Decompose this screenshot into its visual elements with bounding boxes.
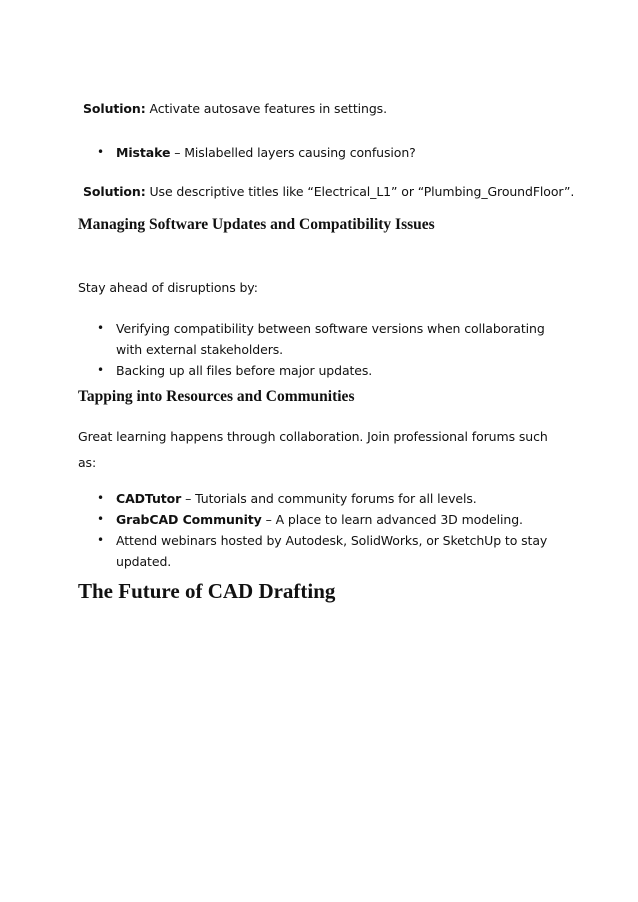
resource-description: Attend webinars hosted by Autodesk, SolidWorks, or SketchUp to stay updated. [116, 533, 548, 569]
resource-name: GrabCAD Community [116, 512, 262, 527]
solution-text: Use descriptive titles like “Electrical_L1” or “Plumbing_GroundFloor”. [145, 184, 575, 199]
section-heading-resources: Tapping into Resources and Communities [78, 388, 355, 405]
section-heading-updates: Managing Software Updates and Compatibility Issues [78, 216, 435, 233]
list-item [78, 142, 416, 163]
bullet-icon: • [97, 512, 104, 526]
solution-text: Activate autosave features in settings. [145, 101, 387, 116]
future-heading: The Future of CAD Drafting [78, 579, 336, 603]
list-item-text: Backing up all files before major updates. [116, 363, 373, 378]
resource-name: CADTutor [116, 491, 182, 506]
mistake-label: Mistake [116, 145, 171, 160]
list-item-text: Verifying compatibility between software versions when collaborating with external stakeholders. [116, 321, 545, 357]
mistake-list [78, 142, 416, 163]
resource-description: – A place to learn advanced 3D modeling. [261, 512, 523, 527]
list-item [78, 509, 568, 530]
bullet-icon: • [97, 533, 104, 547]
resource-description: – Tutorials and community forums for all levels. [181, 491, 477, 506]
list-item [78, 530, 568, 572]
solution-paragraph-1 [83, 100, 387, 118]
bullet-icon: • [97, 321, 104, 335]
bullet-icon: • [97, 363, 104, 377]
bullet-icon: • [97, 491, 104, 505]
solution-label: Solution: [83, 184, 146, 199]
updates-list [78, 318, 568, 381]
list-item [78, 318, 568, 360]
list-item [78, 360, 568, 381]
section-intro-updates: Stay ahead of disruptions by: [78, 280, 258, 295]
bullet-icon: • [97, 145, 104, 159]
solution-paragraph-2 [83, 183, 603, 201]
resources-list [78, 488, 568, 572]
section-intro-resources: Great learning happens through collaboration. Join professional forums such as: [78, 429, 548, 470]
solution-label: Solution: [83, 101, 146, 116]
mistake-text: – Mislabelled layers causing confusion? [170, 145, 416, 160]
list-item [78, 488, 568, 509]
